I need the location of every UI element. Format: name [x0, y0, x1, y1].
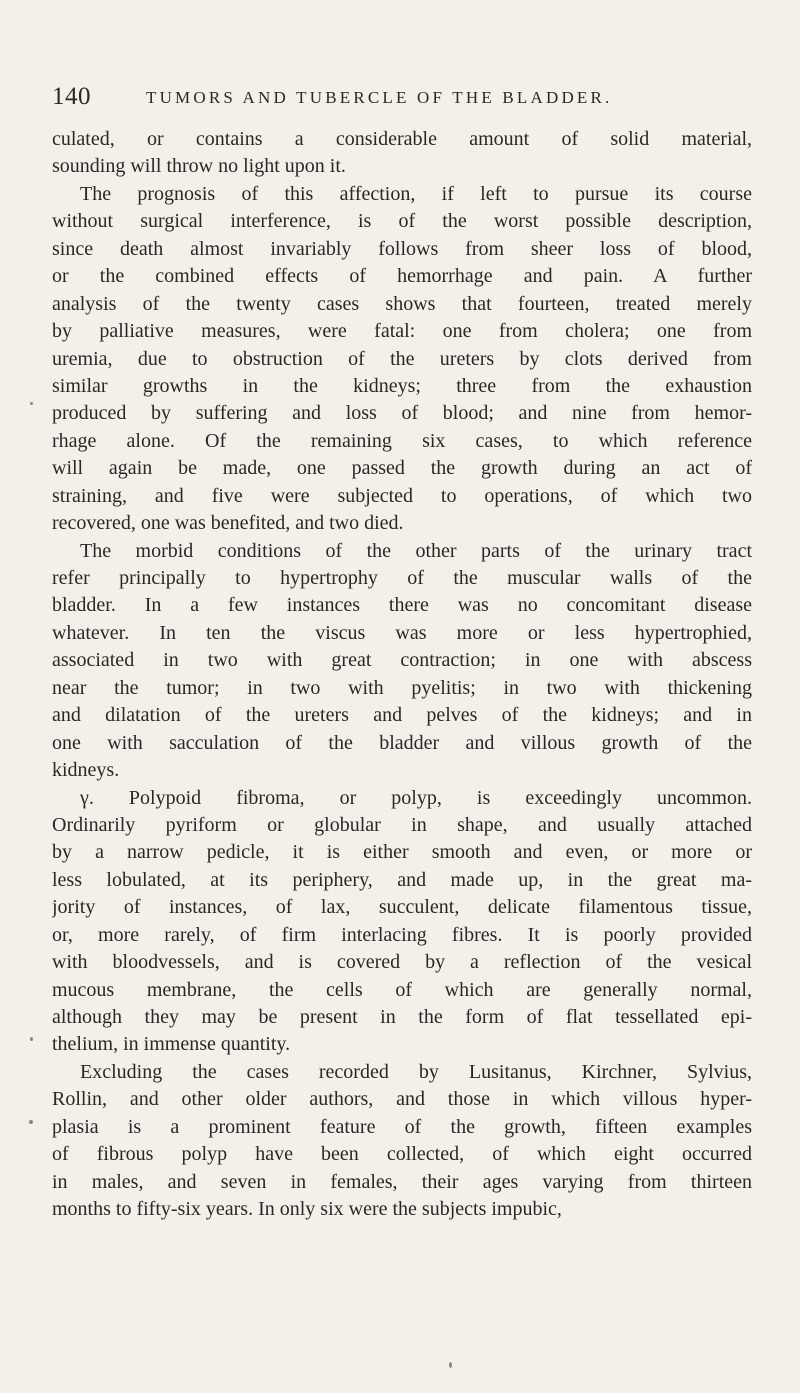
text-line: Excluding the cases recorded by Lusitanus, Kirchner, Sylvius,: [80, 1060, 752, 1083]
running-head: TUMORS AND TUBERCLE OF THE BLADDER.: [146, 88, 613, 107]
text-line: plasia is a prominent feature of the growth, fifteen examples: [52, 1115, 752, 1138]
text-line: less lobulated, at its periphery, and made up, in the great ma-: [52, 868, 752, 891]
text-line: associated in two with great contraction; in one with abscess: [52, 649, 752, 672]
text-line: in males, and seven in females, their ages varying from thirteen: [52, 1170, 752, 1193]
text-line: although they may be present in the form of flat tessellated epi-: [52, 1006, 752, 1028]
text-line: mucous membrane, the cells of which are generally normal,: [52, 978, 752, 1001]
text-line: analysis of the twenty cases shows that fourteen, treated merely: [52, 292, 752, 315]
text-line: without surgical interference, is of the worst possible description,: [52, 210, 752, 233]
page-header: [52, 82, 752, 116]
text-line: rhage alone. Of the remaining six cases, to which reference: [52, 429, 752, 452]
text-line: or the combined effects of hemorrhage and pain. A further: [52, 265, 752, 288]
text-line: will again be made, one passed the growth during an act of: [52, 457, 752, 480]
paper-speck: [29, 1120, 33, 1124]
text-line: or, more rarely, of firm interlacing fibres. It is poorly provided: [52, 923, 752, 946]
paper-speck: [30, 402, 33, 405]
text-line: γ. Polypoid fibroma, or polyp, is exceedingly uncommon.: [80, 786, 752, 809]
text-line: with bloodvessels, and is covered by a reflection of the vesical: [52, 951, 752, 974]
text-line: recovered, one was benefited, and two died.: [52, 512, 404, 535]
text-line: of fibrous polyp have been collected, of which eight occurred: [52, 1143, 752, 1166]
text-line: kidneys.: [52, 759, 120, 782]
text-line: whatever. In ten the viscus was more or less hypertrophied,: [52, 621, 752, 644]
text-line: jority of instances, of lax, succulent, delicate filamentous tissue,: [52, 896, 752, 919]
text-line: uremia, due to obstruction of the ureters by clots derived from: [52, 347, 752, 370]
text-line: one with sacculation of the bladder and villous growth of the: [52, 731, 752, 754]
text-line: The prognosis of this affection, if left to pursue its course: [80, 182, 752, 205]
text-line: produced by suffering and loss of blood; and nine from hemor-: [52, 402, 752, 425]
text-line: Rollin, and other older authors, and those in which villous hyper-: [52, 1088, 752, 1111]
text-line: The morbid conditions of the other parts of the urinary tract: [80, 539, 752, 562]
text-line: bladder. In a few instances there was no concomitant disease: [52, 594, 752, 617]
page-number: 140: [52, 83, 91, 110]
text-line: refer principally to hypertrophy of the muscular walls of the: [52, 567, 752, 589]
text-line: culated, or contains a considerable amount of solid material,: [52, 128, 752, 150]
text-line: by palliative measures, were fatal: one from cholera; one from: [52, 320, 752, 343]
text-line: thelium, in immense quantity.: [52, 1033, 291, 1056]
paper-speck: [449, 1362, 452, 1368]
text-line: by a narrow pedicle, it is either smooth and even, or more or: [52, 841, 752, 864]
paper-speck: [30, 1037, 33, 1041]
text-line: near the tumor; in two with pyelitis; in two with thickening: [52, 676, 752, 699]
text-line: since death almost invariably follows from sheer loss of blood,: [52, 237, 752, 260]
body-text: [52, 126, 752, 1224]
text-line: straining, and five were subjected to operations, of which two: [52, 484, 752, 507]
text-line: months to fifty-six years. In only six were the subjects impubic,: [52, 1198, 562, 1221]
text-line: Ordinarily pyriform or globular in shape, and usually attached: [52, 813, 752, 836]
text-line: and dilatation of the ureters and pelves of the kidneys; and in: [52, 704, 752, 727]
text-line: sounding will throw no light upon it.: [52, 155, 346, 178]
text-line: similar growths in the kidneys; three from the exhaustion: [52, 374, 752, 397]
